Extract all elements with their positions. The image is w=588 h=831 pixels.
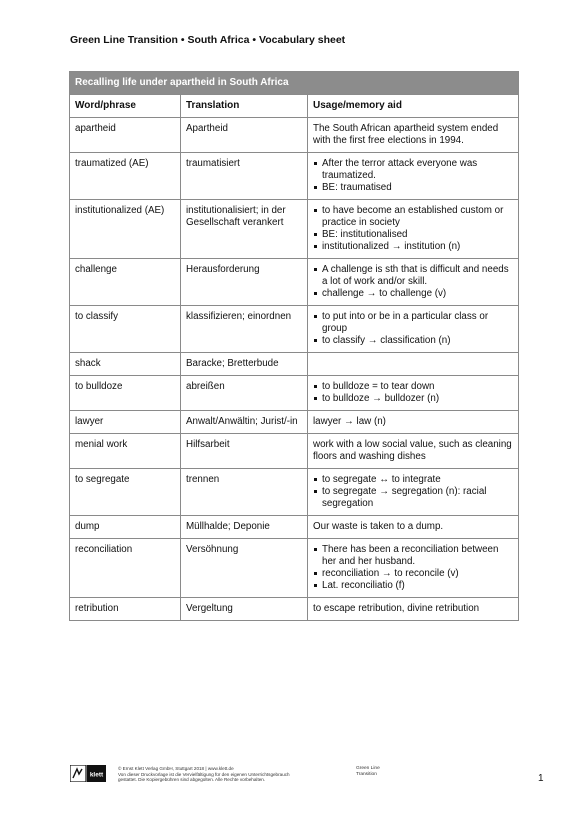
svg-text:klett: klett xyxy=(89,771,104,779)
translation-cell: Apartheid xyxy=(181,118,308,153)
word-cell: apartheid xyxy=(70,118,181,153)
usage-bullet: challenge → to challenge (v) xyxy=(313,288,513,300)
table-title: Recalling life under apartheid in South Africa xyxy=(70,72,519,95)
usage-cell xyxy=(308,376,519,411)
column-header-word: Word/phrase xyxy=(70,95,181,118)
table-row xyxy=(70,598,519,621)
series-line: Green Line xyxy=(356,766,380,771)
table-row xyxy=(70,516,519,539)
word-cell: institutionalized (AE) xyxy=(70,200,181,259)
usage-bullet: to have become an established custom or practice in society xyxy=(313,205,513,229)
table-row xyxy=(70,434,519,469)
table-row xyxy=(70,259,519,306)
page-number: 1 xyxy=(538,773,544,784)
usage-cell xyxy=(308,200,519,259)
table-row xyxy=(70,153,519,200)
translation-cell: Müllhalde; Deponie xyxy=(181,516,308,539)
word-cell: challenge xyxy=(70,259,181,306)
usage-bullet: reconciliation → to reconcile (v) xyxy=(313,568,513,580)
word-cell: to classify xyxy=(70,306,181,353)
usage-cell xyxy=(308,306,519,353)
table-row xyxy=(70,353,519,376)
translation-cell: Hilfsarbeit xyxy=(181,434,308,469)
klett-logo xyxy=(70,765,106,782)
translation-cell: trennen xyxy=(181,469,308,516)
usage-cell xyxy=(308,469,519,516)
word-cell: traumatized (AE) xyxy=(70,153,181,200)
usage-bullet: institutionalized → institution (n) xyxy=(313,241,513,253)
translation-cell: Baracke; Bretterbude xyxy=(181,353,308,376)
word-cell: menial work xyxy=(70,434,181,469)
column-header-usage: Usage/memory aid xyxy=(308,95,519,118)
usage-bullet: Lat. reconciliatio (f) xyxy=(313,580,513,592)
word-cell: to segregate xyxy=(70,469,181,516)
table-row xyxy=(70,411,519,434)
translation-cell: Herausforderung xyxy=(181,259,308,306)
table-row xyxy=(70,539,519,598)
legal-line: © Ernst Klett Verlag GmbH, Stuttgart 2018 | www.klett.de xyxy=(118,766,234,771)
usage-bullet: to segregate ↔ to integrate xyxy=(313,474,513,486)
usage-cell xyxy=(308,259,519,306)
usage-bullet: to segregate → segregation (n): racial segregation xyxy=(313,486,513,510)
translation-cell: Versöhnung xyxy=(181,539,308,598)
table-row xyxy=(70,118,519,153)
usage-bullet: After the terror attack everyone was traumatized. xyxy=(313,158,513,182)
column-header-translation: Translation xyxy=(181,95,308,118)
page-header: Green Line Transition • South Africa • Vocabulary sheet xyxy=(70,34,346,46)
vocabulary-table xyxy=(69,71,519,621)
table-row xyxy=(70,306,519,353)
series-line: Transition xyxy=(356,771,377,777)
usage-bullet: to bulldoze → bulldozer (n) xyxy=(313,393,513,405)
word-cell: shack xyxy=(70,353,181,376)
usage-cell: lawyer → law (n) xyxy=(308,411,519,434)
word-cell: to bulldoze xyxy=(70,376,181,411)
usage-cell xyxy=(308,353,519,376)
usage-bullet: A challenge is sth that is difficult and needs a lot of work and/or skill. xyxy=(313,264,513,288)
translation-cell: klassifizieren; einordnen xyxy=(181,306,308,353)
table-row xyxy=(70,376,519,411)
word-cell: dump xyxy=(70,516,181,539)
translation-cell: Anwalt/Anwältin; Jurist/-in xyxy=(181,411,308,434)
translation-cell: abreißen xyxy=(181,376,308,411)
usage-cell: Our waste is taken to a dump. xyxy=(308,516,519,539)
usage-cell: work with a low social value, such as cleaning floors and washing dishes xyxy=(308,434,519,469)
word-cell: lawyer xyxy=(70,411,181,434)
legal-line: Von dieser Druckvorlage ist die Vervielfältigung für den eigenen Unterrichtsgebrauch xyxy=(118,771,290,777)
usage-cell: The South African apartheid system ended with the first free elections in 1994. xyxy=(308,118,519,153)
word-cell: reconciliation xyxy=(70,539,181,598)
legal-line: gestattet. Die Kopiergebühren sind abgegolten. Alle Rechte vorbehalten. xyxy=(118,777,266,783)
table-row xyxy=(70,200,519,259)
usage-bullet: BE: institutionalised xyxy=(313,229,513,241)
translation-cell: institutionalisiert; in der Gesellschaft verankert xyxy=(181,200,308,259)
usage-bullet: BE: traumatised xyxy=(313,182,513,194)
table-row xyxy=(70,469,519,516)
footer-legal-text xyxy=(118,766,328,783)
translation-cell: traumatisiert xyxy=(181,153,308,200)
word-cell: retribution xyxy=(70,598,181,621)
usage-bullet: There has been a reconciliation between her and her husband. xyxy=(313,544,513,568)
usage-cell xyxy=(308,539,519,598)
usage-bullet: to classify → classification (n) xyxy=(313,335,513,347)
translation-cell: Vergeltung xyxy=(181,598,308,621)
footer-series-name xyxy=(356,766,380,777)
usage-cell xyxy=(308,153,519,200)
usage-cell: to escape retribution, divine retribution xyxy=(308,598,519,621)
usage-bullet: to bulldoze = to tear down xyxy=(313,381,513,393)
usage-bullet: to put into or be in a particular class or group xyxy=(313,311,513,335)
